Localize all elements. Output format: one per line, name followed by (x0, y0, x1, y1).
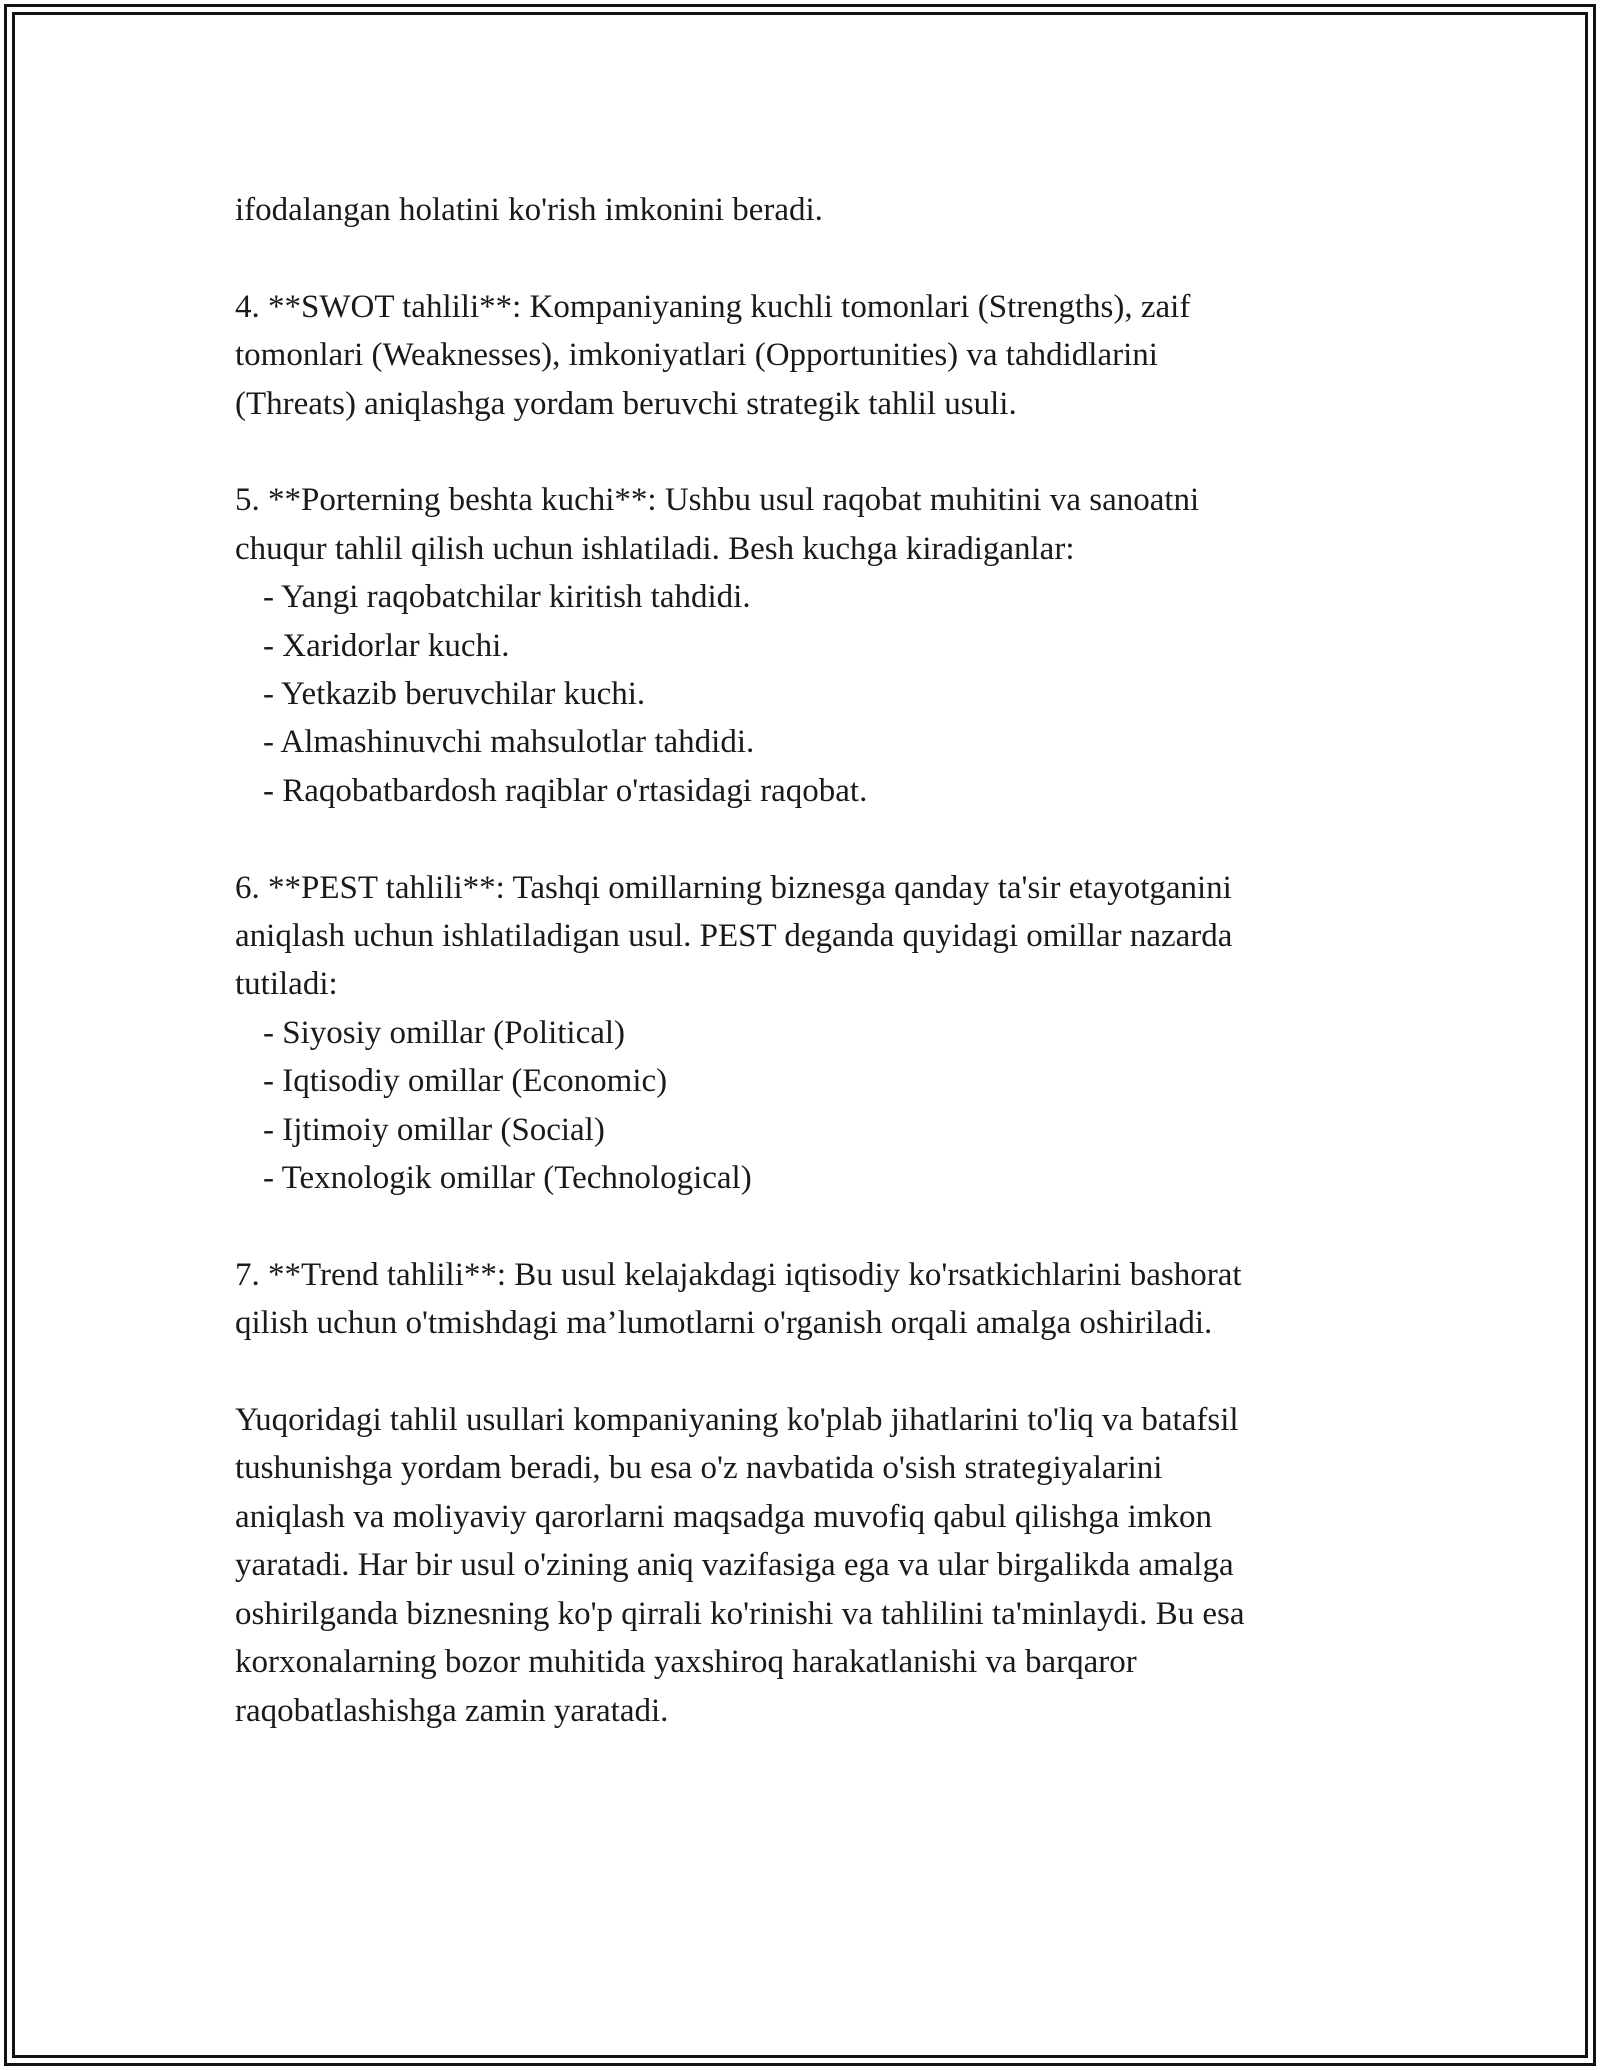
list-item: - Xaridorlar kuchi. (263, 627, 510, 664)
text-line: aniqlash uchun ishlatiladigan usul. PEST deganda quyidagi omillar nazarda (235, 918, 1233, 955)
pest-section (235, 864, 1375, 1203)
text-line: raqobatlashishga zamin yaratadi. (235, 1692, 669, 1729)
intro-paragraph (235, 186, 1375, 234)
text-line: 6. **PEST tahlili**: Tashqi omillarning biznesga qanday ta'sir etayotganini (235, 869, 1232, 906)
text-line: 5. **Porterning beshta kuchi**: Ushbu usul raqobat muhitini va sanoatni (235, 482, 1200, 519)
text-line: (Threats) aniqlashga yordam beruvchi strategik tahlil usuli. (235, 385, 1017, 422)
text-line: qilish uchun o'tmishdagi ma’lumotlarni o'rganish orqali amalga oshiriladi. (235, 1305, 1213, 1342)
list-item: - Almashinuvchi mahsulotlar tahdidi. (263, 724, 755, 761)
trend-section (235, 1251, 1375, 1348)
text-line: tutiladi: (235, 966, 338, 1003)
text-line: tomonlari (Weaknesses), imkoniyatlari (Opportunities) va tahdidlarini (235, 337, 1158, 374)
text-line: chuqur tahlil qilish uchun ishlatiladi. Besh kuchga kiradiganlar: (235, 530, 1075, 567)
conclusion-paragraph (235, 1396, 1375, 1735)
text-line: tushunishga yordam beradi, bu esa o'z navbatida o'sish strategiyalarini (235, 1450, 1163, 1487)
text-line: oshirilganda biznesning ko'p qirrali ko'rinishi va tahlilini ta'minlaydi. Bu esa (235, 1595, 1245, 1632)
list-item: - Iqtisodiy omillar (Economic) (263, 1063, 668, 1100)
list-item: - Raqobatbardosh raqiblar o'rtasidagi raqobat. (263, 772, 868, 809)
list-item: - Texnologik omillar (Technological) (263, 1160, 752, 1197)
swot-section (235, 283, 1375, 428)
document-body (235, 186, 1375, 1783)
porter-section (235, 476, 1375, 815)
list-item: - Siyosiy omillar (Political) (263, 1014, 626, 1051)
text-line: korxonalarning bozor muhitida yaxshiroq harakatlanishi va barqaror (235, 1644, 1137, 1681)
list-item: - Yetkazib beruvchilar kuchi. (263, 676, 646, 713)
text-line: aniqlash va moliyaviy qarorlarni maqsadga muvofiq qabul qilishga imkon (235, 1498, 1212, 1535)
text-line: 4. **SWOT tahlili**: Kompaniyaning kuchli tomonlari (Strengths), zaif (235, 288, 1191, 325)
text-line: 7. **Trend tahlili**: Bu usul kelajakdagi iqtisodiy ko'rsatkichlarini bashorat (235, 1256, 1242, 1293)
text-line: Yuqoridagi tahlil usullari kompaniyaning ko'plab jihatlarini to'liq va batafsil (235, 1402, 1239, 1439)
list-item: - Yangi raqobatchilar kiritish tahdidi. (263, 579, 751, 616)
text-line: yaratadi. Har bir usul o'zining aniq vazifasiga ega va ular birgalikda amalga (235, 1547, 1234, 1584)
list-item: - Ijtimoiy omillar (Social) (263, 1111, 605, 1148)
text-line: ifodalangan holatini ko'rish imkonini beradi. (235, 192, 823, 228)
